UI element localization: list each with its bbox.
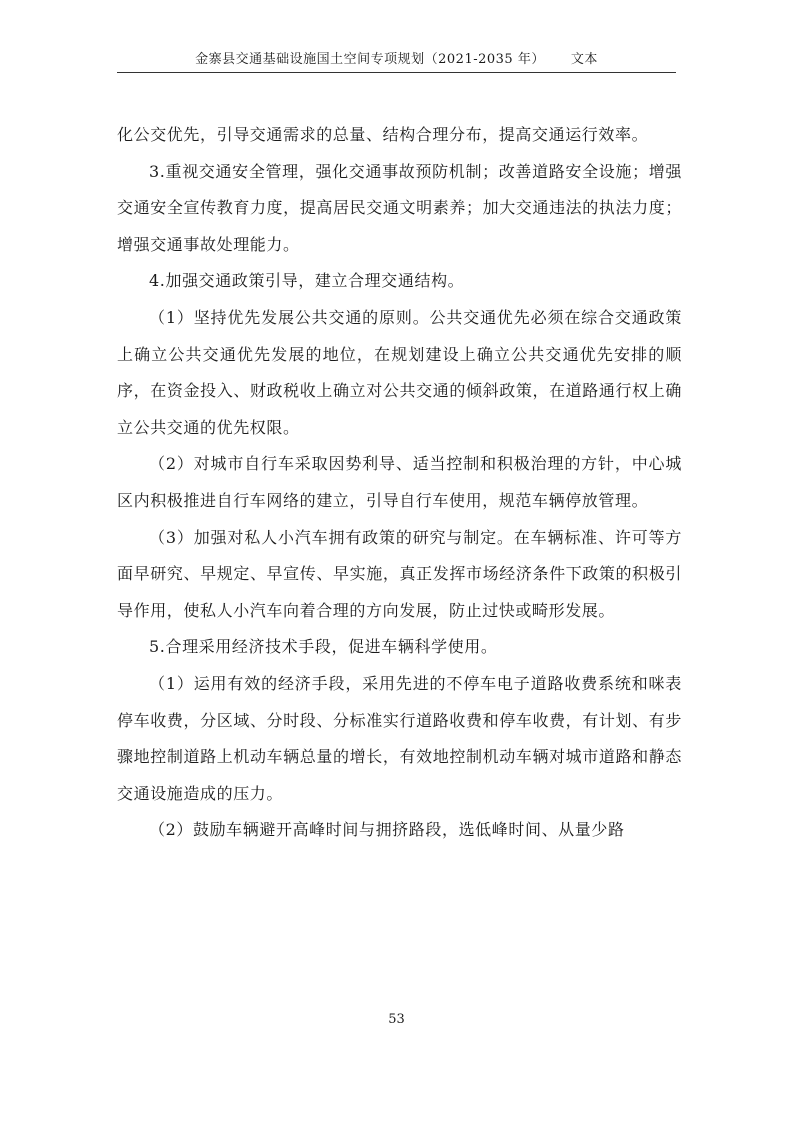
page-header	[117, 50, 676, 73]
paragraph-item-4-3: （3）加强对私人小汽车拥有政策的研究与制定。在车辆标准、许可等方面早研究、早规定、早宣传、早实施，真正发挥市场经济条件下政策的积极引导作用，使私人小汽车向着合理的方向发展，防止过快或畸形发展。	[117, 527, 682, 620]
paragraph-item-5: 5.合理采用经济技术手段，促进车辆科学使用。	[149, 637, 498, 657]
page-number: 53	[388, 1012, 405, 1027]
paragraph-continuation: 化公交优先，引导交通需求的总量、结构合理分布，提高交通运行效率。	[117, 125, 649, 144]
paragraph-item-3: 3.重视交通安全管理，强化交通事故预防机制；改善道路安全设施；增强交通安全宣传教育力度，提高居民交通文明素养；加大交通违法的执法力度；增强交通事故处理能力。	[117, 161, 682, 254]
header-title: 金寨县交通基础设施国土空间专项规划（2021-2035 年）	[195, 52, 545, 67]
header-doc-type: 文本	[570, 52, 598, 67]
body-text	[117, 117, 682, 849]
paragraph-item-4-2: （2）对城市自行车采取因势利导、适当控制和积极治理的方针，中心城区内积极推进自行车网络的建立，引导自行车使用，规范车辆停放管理。	[117, 454, 682, 510]
paragraph-item-5-1: （1）运用有效的经济手段，采用先进的不停车电子道路收费系统和咪表停车收费，分区域、分时段、分标准实行道路收费和停车收费，有计划、有步骤地控制道路上机动车辆总量的增长，有效地控制机动车辆对城市道路和静态交通设施造成的压力。	[117, 673, 682, 803]
paragraph-item-4-1: （1）坚持优先发展公共交通的原则。公共交通优先必须在综合交通政策上确立公共交通优先发展的地位，在规划建设上确立公共交通优先安排的顺序，在资金投入、财政税收上确立对公共交通的倾斜政策，在道路通行权上确立公共交通的优先权限。	[117, 307, 682, 437]
paragraph-item-4: 4.加强交通政策引导，建立合理交通结构。	[149, 271, 465, 291]
paragraph-item-5-2: （2）鼓励车辆避开高峰时间与拥挤路段，选低峰时间、从量少路	[149, 820, 625, 840]
